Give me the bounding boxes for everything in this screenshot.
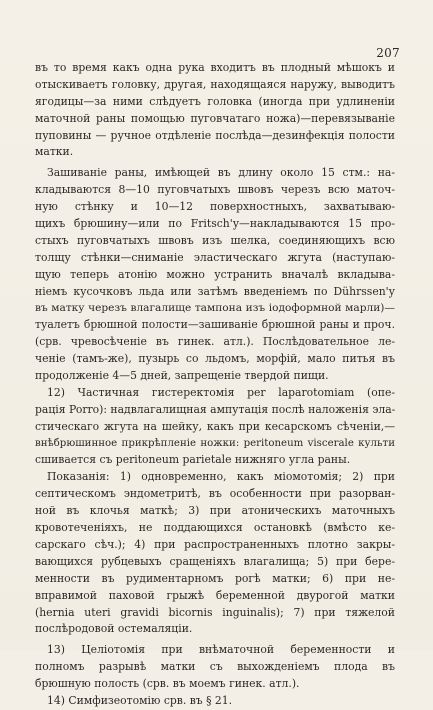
text-line: въ матку черезъ влагалище тампона изъ іодоформной марли)— <box>35 302 395 315</box>
text-line: послѣродовой остемаляціи. <box>35 622 193 636</box>
text-line: менности въ рудиментарномъ рогѣ матки; 6) при не- <box>35 571 395 585</box>
text-line: (срв. чревосѣченіе въ гинек. атл.). Послѣдовательное ле- <box>35 335 395 349</box>
text-line: 12) Частичная гистеректомія per laparotomiam (опе- <box>47 385 395 399</box>
text-line: рація Porro): надвлагалищная ампутація послѣ наложенія эла- <box>35 402 396 416</box>
text-line: ніемъ кусочковъ льда или затѣмъ введеніемъ по Dührssen'у <box>35 284 395 298</box>
text-line: 14) Симфизеотомію срв. въ § 21. <box>47 693 233 707</box>
text-line: септическомъ эндометритѣ, въ особенности при разорван- <box>35 487 395 501</box>
text-line: маточной раны помощью пуговчатаго ножа)—перевязываніе <box>35 111 395 125</box>
text-line: стическаго жгута на шейку, какъ при кесарскомъ сѣченіи,— <box>35 419 395 433</box>
text-line: кладываются 8—10 пуговчатыхъ швовъ черезъ всю маточ- <box>35 183 395 197</box>
text-line: щихъ брюшину—или по Fritsch'у—накладываются 15 про- <box>35 217 395 231</box>
text-line: пуповины — ручное отдѣленіе послѣда—дезинфекція полости <box>35 128 395 142</box>
text-line: матки. <box>35 145 74 159</box>
text-line: (hernia uteri gravidi bicornis inguinalis); 7) при тяжелой <box>35 605 395 619</box>
text-line: щую теперь атонію можно устранить вначалѣ вкладыва- <box>35 267 395 281</box>
text-line: продолженіе 4—5 дней, запрещеніе твердой пищи. <box>35 369 329 383</box>
text-line: кровотеченіяхъ, не поддающихся остановкѣ (вмѣсто ке- <box>35 521 395 535</box>
text-line: туалетъ брюшной полости—зашиваніе брюшной раны и проч. <box>35 318 395 332</box>
text-line: Показанія: 1) одновременно, какъ міомотомія; 2) при <box>47 470 395 484</box>
text-line: ченіе (тамъ-же), пузырь со льдомъ, морфій, мало питья въ <box>35 352 395 366</box>
text-line: ягодицы—за ними слѣдуетъ головка (иногда при удлиненіи <box>35 94 395 108</box>
text-line: Зашиваніе раны, имѣющей въ длину около 15 стм.: на- <box>47 166 395 180</box>
text-line: въ то время какъ одна рука входитъ въ плодный мѣшокъ и <box>35 61 395 74</box>
page-number: 207 <box>376 46 400 60</box>
text-line: толщу стѣнки—сниманіе эластическаго жгута (наступаю- <box>35 250 395 264</box>
text-line: отыскиваетъ головку, другая, находящаяся наружу, выводитъ <box>35 77 395 91</box>
text-line: полномъ разрывѣ матки съ выхожденіемъ плода въ <box>35 660 395 674</box>
text-line: ную стѣнку и 10—12 поверхностныхъ, захватываю- <box>35 200 395 214</box>
text-line: брюшную полость (срв. въ моемъ гинек. атл.). <box>35 677 300 691</box>
text-line: 13) Целіотомія при внѣматочной беременности и <box>47 643 395 657</box>
text-line: сшивается съ peritoneum parietale нижняго угла раны. <box>35 453 351 467</box>
text-line: сарскаго сѣч.); 4) при распространенныхъ плотно закры- <box>35 537 395 551</box>
text-line: ной въ клочья маткѣ; 3) при атоническихъ маточныхъ <box>35 504 395 518</box>
text-line: вающихся рубцевыхъ сращеніяхъ влагалища; 5) при бере- <box>35 554 395 568</box>
text-line: стыхъ пуговчатыхъ швовъ изъ шелка, соединяющихъ всю <box>35 233 395 247</box>
text-line: вправимой паховой грыжѣ беременной двурогой матки <box>35 588 395 602</box>
body-text <box>35 60 395 710</box>
text-line: внѣбрюшинное прикрѣпленіе ножки: peritoneum viscerale культи <box>35 437 395 449</box>
